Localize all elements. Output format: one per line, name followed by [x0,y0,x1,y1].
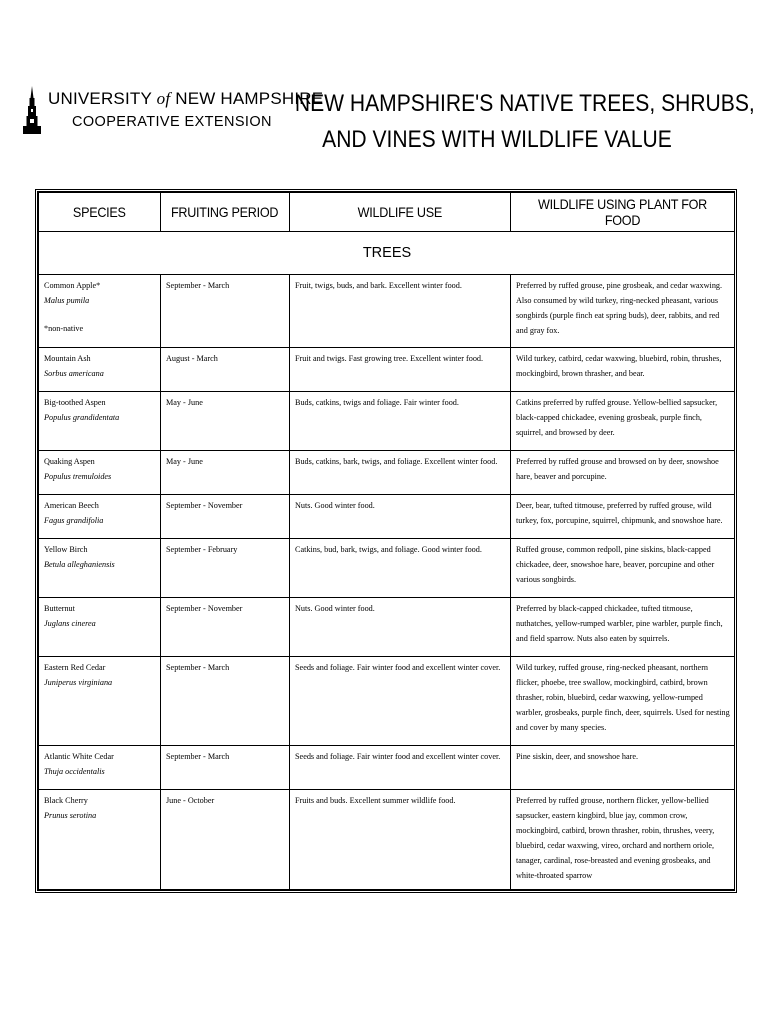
species-scientific-name: Fagus grandifolia [44,516,104,525]
wildlife-use-cell: Nuts. Good winter food. [290,495,511,539]
logo-department-name: COOPERATIVE EXTENSION [72,114,272,130]
species-cell [39,451,161,495]
wildlife-use-cell: Seeds and foliage. Fair winter food and excellent winter cover. [290,657,511,746]
wildlife-use-cell: Fruit, twigs, buds, and bark. Excellent winter food. [290,275,511,348]
wildlife-species-cell: Wild turkey, ruffed grouse, ring-necked pheasant, northern flicker, phoebe, tree swallow, mockingbird, catbird, brown thrasher, robin, bluebird, cedar waxwing, yellow-rumped warbler, grosbeaks, purple finch, deer, squirrels. Used for nesting and cover by many species. [511,657,735,746]
section-row-trees [39,232,735,275]
header-wildlife-using-plant: WILDLIFE USING PLANT FOR FOOD [511,193,735,232]
thompson-hall-tower-icon [22,86,42,136]
wildlife-use-cell: Buds, catkins, twigs and foliage. Fair winter food. [290,392,511,451]
species-scientific-name: Sorbus americana [44,369,104,378]
species-scientific-name: Juglans cinerea [44,619,96,628]
species-common-name: Black Cherry [44,796,88,805]
species-common-name: Big-toothed Aspen [44,398,106,407]
species-note: *non-native [44,324,84,333]
wildlife-species-cell: Wild turkey, catbird, cedar waxwing, bluebird, robin, thrushes, mockingbird, brown thrasher, and bear. [511,348,735,392]
species-scientific-name: Populus tremuloides [44,472,112,481]
species-common-name: Eastern Red Cedar [44,663,106,672]
table-row [39,348,735,392]
wildlife-use-cell: Buds, catkins, bark, twigs, and foliage. Excellent winter food. [290,451,511,495]
wildlife-plant-table [35,189,737,893]
page-title [294,86,755,158]
fruiting-period-cell: May - June [161,392,290,451]
fruiting-period-cell: September - March [161,746,290,790]
species-cell [39,348,161,392]
species-scientific-name: Thuja occidentalis [44,767,105,776]
species-common-name: Quaking Aspen [44,457,95,466]
wildlife-species-cell: Preferred by ruffed grouse, northern flicker, yellow-bellied sapsucker, eastern kingbird, blue jay, common crow, mockingbird, catbird, brown thrasher, robin, thrushes, veery, bluebird, cedar waxwing, vireo, orchard and northern oriole, tanager, cardinal, rose-breasted and evening grosbeaks, and white-throated sparrow [511,790,735,890]
logo-university-name: UNIVERSITY of NEW HAMPSHIRE [48,89,324,108]
species-scientific-name: Juniperus virginiana [44,678,113,687]
wildlife-species-cell: Deer, bear, tufted titmouse, preferred by ruffed grouse, wild turkey, fox, porcupine, squirrel, chipmunk, and snowshoe hare. [511,495,735,539]
header-fruiting-period: FRUITING PERIOD [161,193,290,232]
species-scientific-name: Populus grandidentata [44,413,120,422]
fruiting-period-cell: September - March [161,657,290,746]
species-cell [39,275,161,348]
header-species: SPECIES [39,193,161,232]
fruiting-period-cell: September - February [161,539,290,598]
table-row [39,392,735,451]
fruiting-period-cell: September - November [161,598,290,657]
wildlife-use-cell: Seeds and foliage. Fair winter food and excellent winter cover. [290,746,511,790]
table-header-row [39,193,735,232]
wildlife-species-cell: Catkins preferred by ruffed grouse. Yellow-bellied sapsucker, black-capped chickadee, evening grosbeak, purple finch, squirrel, and browsed by deer. [511,392,735,451]
wildlife-species-cell: Preferred by black-capped chickadee, tufted titmouse, nuthatches, yellow-rumped warbler, pine warbler, purple finch, and field sparrow. Nuts also eaten by squirrels. [511,598,735,657]
wildlife-use-cell: Catkins, bud, bark, twigs, and foliage. Good winter food. [290,539,511,598]
species-scientific-name: Malus pumila [44,296,90,305]
table-row [39,495,735,539]
title-line-1: NEW HAMPSHIRE'S NATIVE TREES, SHRUBS, [294,90,755,117]
species-cell [39,790,161,890]
table-row [39,746,735,790]
table-row [39,451,735,495]
species-scientific-name: Betula alleghaniensis [44,560,115,569]
species-common-name: American Beech [44,501,99,510]
wildlife-use-cell: Fruit and twigs. Fast growing tree. Excellent winter food. [290,348,511,392]
species-cell [39,746,161,790]
species-cell [39,392,161,451]
fruiting-period-cell: September - March [161,275,290,348]
wildlife-species-cell: Ruffed grouse, common redpoll, pine siskins, black-capped chickadee, deer, snowshoe hare, beaver, porcupine and other various songbirds. [511,539,735,598]
species-cell [39,598,161,657]
wildlife-use-cell: Fruits and buds. Excellent summer wildlife food. [290,790,511,890]
fruiting-period-cell: August - March [161,348,290,392]
species-common-name: Atlantic White Cedar [44,752,114,761]
table-row [39,598,735,657]
species-common-name: Yellow Birch [44,545,88,554]
table-row [39,790,735,890]
species-scientific-name: Prunus serotina [44,811,97,820]
table-row [39,539,735,598]
species-common-name: Mountain Ash [44,354,91,363]
fruiting-period-cell: September - November [161,495,290,539]
wildlife-species-cell: Pine siskin, deer, and snowshoe hare. [511,746,735,790]
species-cell [39,657,161,746]
title-line-2: AND VINES WITH WILDLIFE VALUE [322,126,672,153]
wildlife-use-cell: Nuts. Good winter food. [290,598,511,657]
header-wildlife-use: WILDLIFE USE [290,193,511,232]
section-label: TREES [39,232,735,275]
species-cell [39,539,161,598]
species-common-name: Common Apple* [44,281,101,290]
wildlife-species-cell: Preferred by ruffed grouse and browsed on by deer, snowshoe hare, beaver and porcupine. [511,451,735,495]
species-common-name: Butternut [44,604,75,613]
table-row [39,275,735,348]
species-cell [39,495,161,539]
wildlife-species-cell: Preferred by ruffed grouse, pine grosbeak, and cedar waxwing. Also consumed by wild turkey, ring-necked pheasant, various songbirds (purple finch eat spring buds), deer, rabbits, and red and gray fox. [511,275,735,348]
fruiting-period-cell: June - October [161,790,290,890]
table-row [39,657,735,746]
university-logo [22,86,324,136]
fruiting-period-cell: May - June [161,451,290,495]
